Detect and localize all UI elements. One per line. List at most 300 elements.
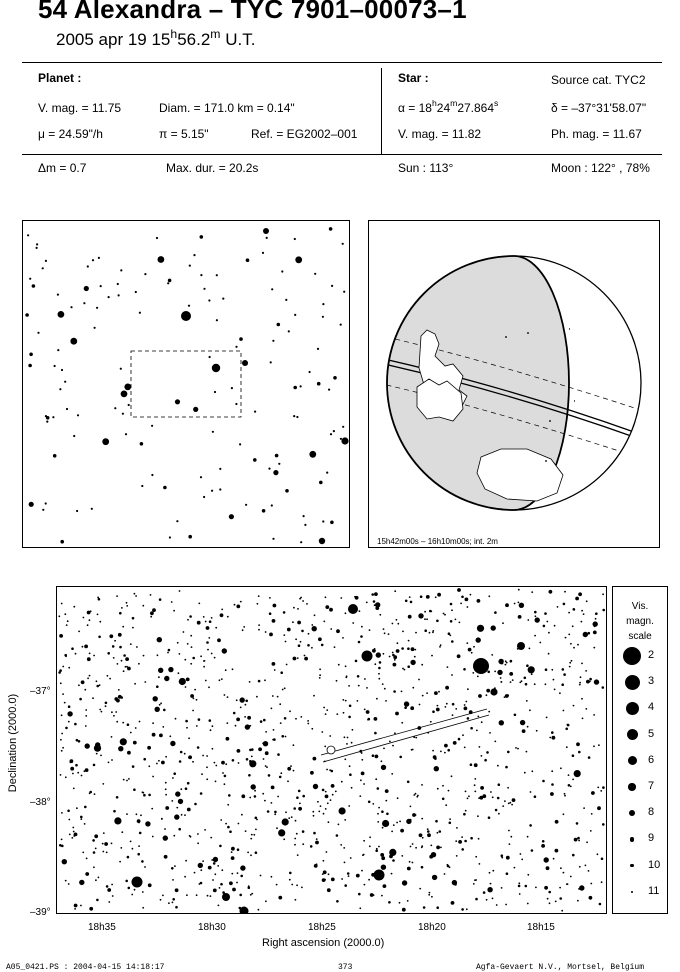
star (571, 660, 573, 662)
x-tick-18h25: 18h25 (308, 922, 336, 933)
star (59, 634, 63, 638)
star (189, 615, 192, 618)
star (294, 238, 296, 240)
star (461, 848, 464, 851)
star (325, 791, 327, 793)
star (187, 643, 189, 645)
star (96, 307, 98, 309)
star (313, 695, 315, 697)
star (491, 654, 493, 656)
star (506, 856, 510, 860)
star (414, 656, 416, 658)
star (272, 538, 274, 540)
star (194, 803, 197, 806)
star (555, 820, 559, 824)
star (108, 901, 110, 903)
star (358, 893, 361, 896)
star (200, 869, 202, 871)
star (61, 839, 63, 841)
star (374, 663, 376, 665)
star (570, 786, 572, 788)
star (265, 731, 267, 733)
star (456, 827, 458, 829)
star (165, 782, 167, 784)
star (586, 600, 588, 602)
scale-dot (630, 864, 633, 867)
star (561, 683, 564, 686)
star (585, 865, 587, 867)
star (347, 737, 349, 739)
star (156, 763, 158, 765)
star (378, 846, 380, 848)
star (125, 880, 128, 883)
star (374, 732, 377, 735)
star (249, 749, 252, 752)
star (285, 736, 287, 738)
star (524, 677, 527, 680)
star (323, 813, 325, 815)
star (99, 621, 101, 623)
star (446, 703, 448, 705)
star (487, 671, 490, 674)
star (148, 883, 152, 887)
star (568, 634, 570, 636)
scale-label: 10 (648, 858, 661, 871)
star (102, 843, 104, 845)
y-axis-label: Declination (2000.0) (7, 693, 20, 793)
star (249, 725, 251, 727)
star (534, 683, 536, 685)
star (478, 694, 482, 698)
star (214, 657, 216, 659)
star (389, 855, 393, 859)
star (87, 677, 89, 679)
star (328, 389, 330, 391)
star (375, 755, 379, 759)
star (545, 668, 548, 671)
star (601, 858, 604, 861)
star (98, 877, 100, 879)
star (61, 369, 63, 371)
star (66, 408, 68, 410)
star (138, 663, 140, 665)
star (222, 772, 224, 774)
star (116, 595, 118, 597)
star (36, 243, 38, 245)
star (465, 810, 467, 812)
star (498, 783, 501, 786)
star (73, 606, 75, 608)
star (431, 896, 433, 898)
star (389, 656, 391, 658)
scale-entry (613, 649, 679, 675)
star (250, 838, 252, 840)
star (107, 652, 110, 655)
star (151, 425, 153, 427)
star (302, 795, 305, 798)
star (173, 772, 176, 775)
star (349, 773, 352, 776)
star (515, 747, 517, 749)
star (190, 663, 192, 665)
star (45, 502, 47, 504)
star (541, 844, 545, 848)
star (410, 601, 413, 604)
star (132, 848, 134, 850)
star (518, 882, 520, 884)
star (245, 830, 247, 832)
star (332, 794, 334, 796)
star (160, 899, 162, 901)
star (295, 718, 297, 720)
star (205, 680, 207, 682)
star (445, 706, 447, 708)
star (301, 887, 303, 889)
scale-label: 7 (648, 780, 655, 792)
star (29, 278, 31, 280)
star (300, 385, 302, 387)
star (602, 686, 605, 689)
star (517, 748, 519, 750)
star (255, 829, 257, 831)
star (28, 364, 32, 368)
star (174, 865, 176, 867)
scale-label: 5 (648, 727, 655, 740)
star (61, 845, 64, 848)
scale-dot (628, 756, 637, 765)
star (74, 904, 78, 908)
star-source-catalog: Source cat. TYC2 (551, 73, 646, 87)
bright-star (222, 893, 230, 901)
star (105, 702, 108, 705)
star (505, 766, 508, 769)
star (236, 605, 240, 609)
star (196, 725, 198, 727)
star (214, 873, 216, 875)
star (407, 665, 410, 668)
star (253, 458, 257, 462)
star (307, 720, 309, 722)
star (62, 747, 64, 749)
star (244, 716, 246, 718)
star (460, 603, 462, 605)
star (378, 673, 380, 675)
star (404, 669, 406, 671)
star (381, 810, 384, 813)
star (325, 713, 327, 715)
star (466, 908, 468, 910)
star (121, 607, 123, 609)
star (153, 696, 158, 701)
star (399, 821, 401, 823)
star (285, 489, 289, 493)
star (570, 643, 572, 645)
star (505, 603, 509, 607)
star (281, 270, 283, 272)
scale-dot (623, 647, 641, 665)
star (185, 860, 187, 862)
star (355, 596, 359, 600)
star (255, 851, 258, 854)
star (421, 847, 423, 849)
star (162, 895, 164, 897)
header-rule-top (22, 62, 662, 63)
star (84, 823, 86, 825)
star (329, 608, 333, 612)
star (359, 795, 361, 797)
star (326, 851, 328, 853)
star (124, 384, 131, 391)
star (287, 628, 291, 632)
star (410, 706, 414, 710)
star (336, 834, 339, 837)
star (158, 676, 160, 678)
star (436, 708, 440, 712)
star (486, 899, 488, 901)
star (577, 837, 580, 840)
star (193, 254, 195, 256)
star (598, 744, 600, 746)
star (382, 858, 384, 860)
star (215, 765, 217, 767)
star (289, 879, 291, 881)
star (361, 772, 365, 776)
scale-entry (613, 859, 679, 885)
star (576, 822, 579, 825)
star (148, 794, 151, 797)
star (385, 700, 387, 702)
star (405, 600, 408, 603)
star (322, 878, 326, 882)
star (357, 675, 360, 678)
star (143, 758, 146, 761)
star (312, 626, 317, 631)
star (84, 689, 86, 691)
star (444, 614, 446, 616)
star (383, 653, 385, 655)
star (299, 598, 301, 600)
star (325, 808, 327, 810)
star-right-ascension: $\alpha = 18^h24^m27.864^s$ (398, 98, 499, 115)
star (213, 889, 217, 893)
star (158, 256, 165, 263)
star (555, 849, 559, 853)
star (81, 680, 85, 684)
star (100, 285, 102, 287)
star (534, 635, 536, 637)
star (240, 865, 245, 870)
star (551, 731, 554, 734)
star (401, 855, 403, 857)
star (92, 697, 94, 699)
star (316, 863, 318, 865)
star (236, 718, 240, 722)
star (388, 633, 390, 635)
star (270, 361, 272, 363)
star (61, 812, 63, 814)
star (144, 273, 146, 275)
target-star-marker (327, 746, 335, 754)
star (361, 759, 363, 761)
star (181, 814, 183, 816)
star (440, 751, 442, 753)
star (75, 764, 78, 767)
star (435, 596, 437, 598)
star (527, 619, 529, 621)
star (397, 797, 399, 799)
star (191, 646, 193, 648)
star (186, 727, 188, 729)
star (525, 683, 528, 686)
star (121, 660, 123, 662)
star (280, 722, 282, 724)
star (426, 595, 430, 599)
star (221, 761, 225, 765)
star (384, 632, 386, 634)
star (560, 767, 562, 769)
star (358, 641, 361, 644)
star (208, 299, 210, 301)
star (265, 751, 269, 755)
star (379, 614, 381, 616)
star (171, 800, 173, 802)
star (239, 337, 243, 341)
star (178, 828, 181, 831)
star (509, 843, 511, 845)
star (581, 663, 583, 665)
star (382, 820, 389, 827)
star (227, 804, 229, 806)
star (470, 763, 473, 766)
star (180, 751, 183, 754)
star (488, 595, 490, 597)
star (256, 696, 258, 698)
star (331, 784, 335, 788)
star (342, 426, 344, 428)
star (410, 806, 412, 808)
star (344, 819, 346, 821)
star (369, 845, 371, 847)
star (568, 774, 570, 776)
star (293, 744, 295, 746)
star (501, 854, 504, 857)
star (93, 655, 95, 657)
star (319, 674, 321, 676)
star (111, 711, 113, 713)
star (519, 893, 521, 895)
star (172, 879, 174, 881)
star (273, 729, 275, 731)
star (313, 757, 317, 761)
star (308, 633, 310, 635)
star (372, 754, 375, 757)
star (399, 756, 402, 759)
bright-star (181, 311, 191, 321)
star (340, 597, 342, 599)
star (165, 788, 167, 790)
star (219, 887, 221, 889)
star (602, 609, 605, 612)
star (394, 659, 396, 661)
star (325, 795, 329, 799)
star (121, 391, 128, 398)
star (451, 674, 453, 676)
star (232, 888, 236, 892)
star (314, 273, 316, 275)
star (93, 866, 95, 868)
star (228, 794, 231, 797)
star (147, 746, 151, 750)
planet-vmag: V. mag. = 11.75 (38, 101, 122, 115)
star (61, 750, 63, 752)
star (68, 883, 70, 885)
star (567, 883, 569, 885)
star (68, 667, 70, 669)
star (352, 622, 354, 624)
star (172, 898, 175, 901)
star (295, 899, 297, 901)
star (271, 708, 273, 710)
star (526, 664, 529, 667)
star (193, 407, 198, 412)
star (142, 907, 144, 909)
star (323, 860, 325, 862)
star (130, 643, 132, 645)
star (140, 814, 142, 816)
star (103, 832, 105, 834)
zoom-region-box (131, 351, 241, 417)
star (300, 716, 302, 718)
star (132, 765, 135, 768)
star (481, 721, 483, 723)
star (73, 831, 75, 833)
star (84, 286, 89, 291)
star (238, 823, 240, 825)
star (251, 893, 253, 895)
star (272, 619, 276, 623)
star (165, 794, 167, 796)
star (325, 596, 327, 598)
star (62, 666, 64, 668)
star (116, 796, 119, 799)
star (351, 742, 353, 744)
planet-diameter: Diam. = 171.0 km = 0.14" (159, 101, 295, 115)
star (293, 386, 297, 390)
star (220, 883, 223, 886)
star (68, 721, 70, 723)
star (112, 645, 115, 648)
star (168, 649, 171, 652)
star (431, 655, 433, 657)
star (487, 887, 492, 892)
star (152, 733, 156, 737)
star (428, 894, 430, 896)
star (527, 874, 529, 876)
star (463, 668, 466, 671)
star (554, 689, 556, 691)
star (97, 614, 99, 616)
star (197, 746, 200, 749)
star (284, 717, 287, 720)
star (53, 454, 57, 458)
star (59, 669, 62, 672)
star (402, 668, 404, 670)
star (119, 612, 122, 615)
star (388, 901, 391, 904)
star (467, 798, 469, 800)
star (74, 908, 76, 910)
y-tick-39: –39° (30, 907, 51, 918)
